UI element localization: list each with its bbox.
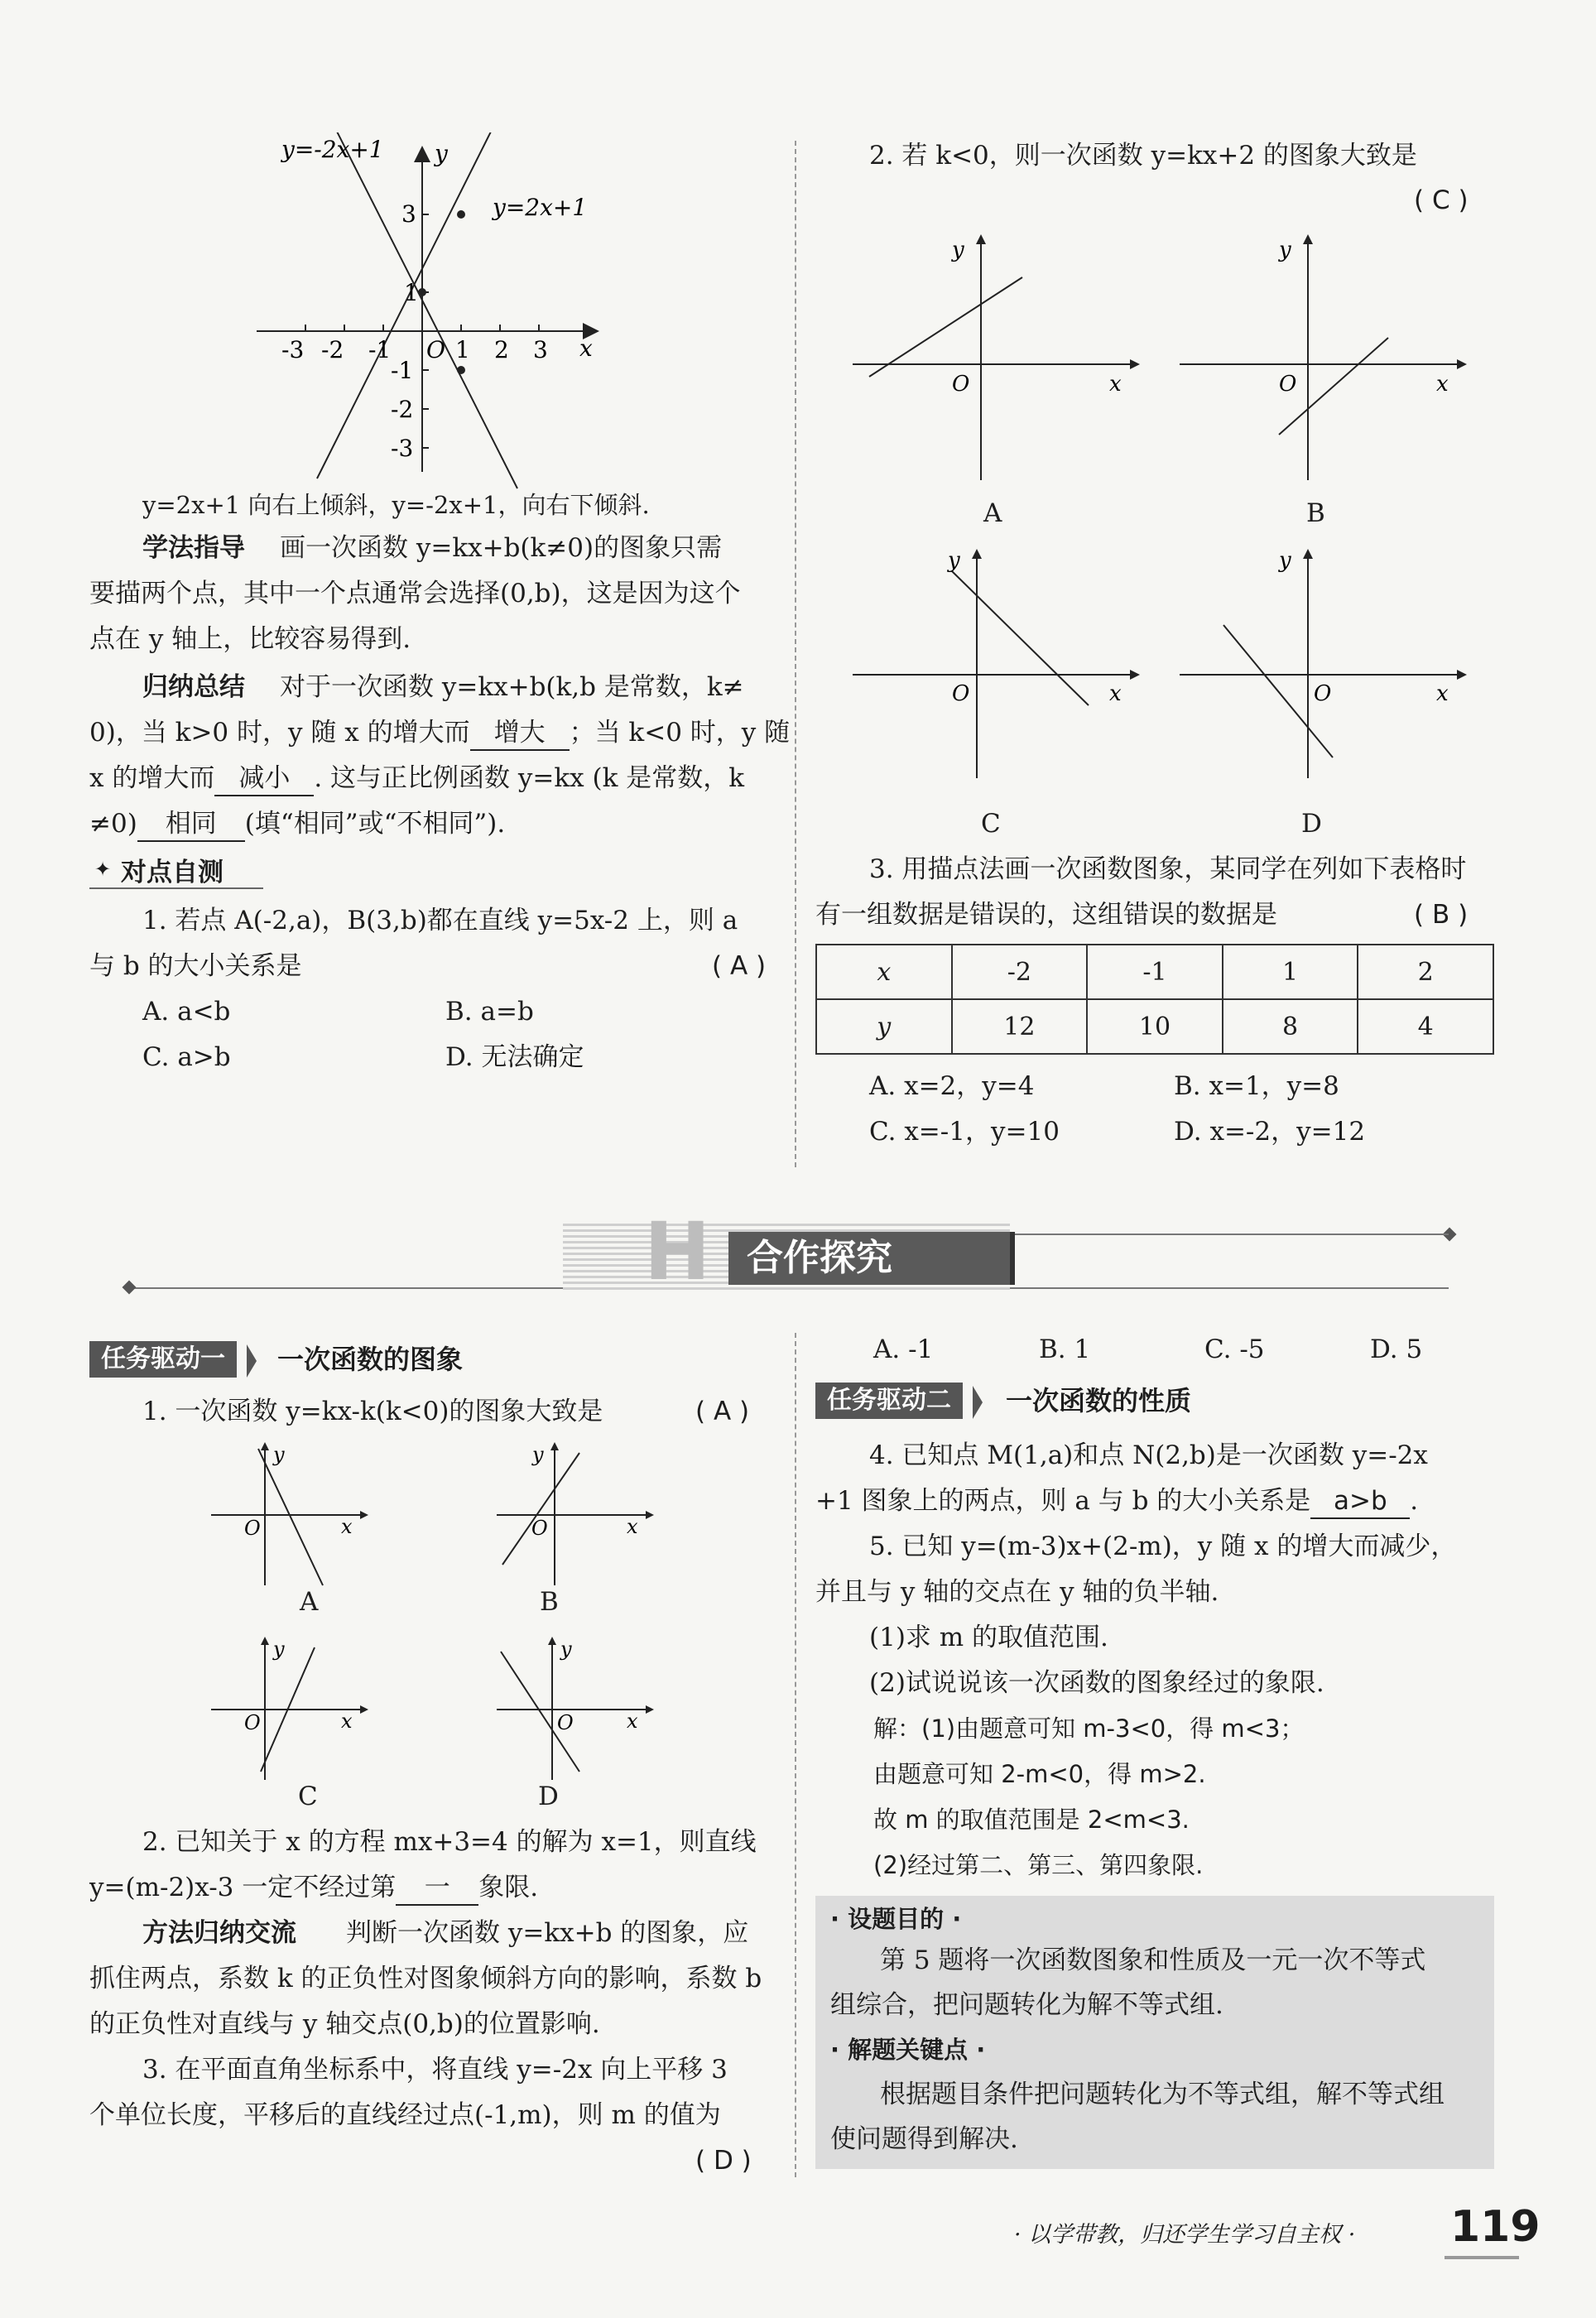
r-q3-line: 3. 用描点法画一次函数图象，某同学在列如下表格时 [869, 854, 1467, 884]
summary-line: 对于一次函数 y=kx+b(k,b 是常数，k≠ [280, 672, 744, 702]
bl-q2-text: 象限. [478, 1873, 539, 1902]
q2-axis-y: y [1279, 238, 1291, 262]
bl-method-title: 方法归纳交流 [142, 1918, 296, 1948]
q2-label-a: A [983, 498, 1002, 528]
q2-graph-c [844, 546, 1142, 795]
r-q3-answer: ( B ) [1414, 900, 1469, 930]
task2-tag: 任务驱动二 [815, 1383, 963, 1419]
bl-origin: O [244, 1711, 261, 1734]
graph-y-tick: 1 [404, 279, 419, 306]
method-line: 点在 y 轴上，比较容易得到. [89, 624, 411, 654]
bl-q2-line: 2. 已知关于 x 的方程 mx+3=4 的解为 x=1，则直线 [142, 1827, 757, 1857]
summary-line [89, 807, 505, 842]
bl-origin: O [244, 1517, 261, 1540]
purpose-title: · 设题目的 · [830, 1905, 962, 1933]
graph-x-tick: -3 [281, 336, 305, 363]
banner-letter: H [644, 1205, 711, 1298]
table-cell: -2 [952, 945, 1088, 999]
data-table [815, 944, 1494, 1055]
summary-title: 归纳总结 [142, 672, 245, 702]
summary-line [89, 762, 744, 796]
q1-line: 与 b 的大小关系是 [89, 951, 302, 981]
summary-text: x 的增大而 [89, 763, 215, 793]
bl-graph-label-a: A [300, 1587, 319, 1617]
q1-option-b: B. a=b [445, 997, 534, 1027]
bl-q3-line: 个单位长度，平移后的直线经过点(-1,m)，则 m 的值为 [89, 2100, 721, 2130]
r-q3-option-a: A. x=2，y=4 [869, 1071, 1035, 1101]
bl-axis-y: y [532, 1443, 544, 1466]
graph-y-tick: 3 [401, 200, 416, 228]
selftest-header [89, 851, 263, 889]
summary-line [89, 716, 790, 751]
bl-method-line: 判断一次函数 y=kx+b 的图象，应 [346, 1918, 749, 1948]
br-q5-line: 并且与 y 轴的交点在 y 轴的负半轴. [815, 1577, 1219, 1607]
graph-x-tick: 2 [494, 336, 509, 363]
q2-axis-y: y [1279, 548, 1291, 573]
bl-q1-answer: ( A ) [695, 1397, 750, 1426]
summary-text: 0)，当 k>0 时，y 随 x 的增大而 [89, 718, 470, 748]
q2-label-c: C [981, 809, 1001, 839]
bl-graph-label-d: D [538, 1782, 559, 1811]
column-divider-top [795, 141, 796, 1167]
solution-line: 由题意可知 2-m<0，得 m>2. [873, 1760, 1206, 1788]
table-cell: -1 [1087, 945, 1223, 999]
graph-x-tick: 1 [455, 336, 470, 363]
bl-axis-x: x [627, 1515, 638, 1538]
br-q3-option-d: D. 5 [1370, 1335, 1423, 1364]
bl-q2-blank: 一 [396, 1871, 478, 1906]
summary-blank-decrease: 减小 [214, 762, 314, 796]
task2-title: 一次函数的性质 [1006, 1385, 1192, 1416]
task1-tag-arrow [247, 1344, 257, 1378]
q2-graph-a [844, 232, 1142, 497]
table-header-y: y [816, 999, 952, 1054]
bl-q1-text: 1. 一次函数 y=kx-k(k<0)的图象大致是 [142, 1397, 603, 1426]
bl-axis-x: x [627, 1710, 638, 1733]
selftest-title: 对点自测 [121, 858, 224, 887]
q2-graph-d [1171, 546, 1469, 795]
q2-graph-b [1171, 232, 1469, 497]
table-cell: 2 [1358, 945, 1493, 999]
br-q5-sub2: (2)试说说该一次函数的图象经过的象限. [869, 1668, 1324, 1698]
q1-option-c: C. a>b [142, 1042, 231, 1072]
solution-line: (2)经过第二、第三、第四象限. [873, 1851, 1204, 1879]
banner-title: 合作探究 [747, 1237, 892, 1279]
q1-option-d: D. 无法确定 [445, 1042, 584, 1072]
summary-blank-increase: 增大 [470, 716, 570, 751]
graph-two-lines [248, 132, 613, 497]
q2-axis-x: x [1109, 681, 1122, 706]
graph-caption: y=2x+1 向右上倾斜，y=-2x+1，向右下倾斜. [142, 491, 650, 519]
table-cell: 4 [1358, 999, 1493, 1054]
br-q4-blank: a>b [1310, 1484, 1410, 1519]
br-q3-option-c: C. -5 [1204, 1335, 1265, 1364]
bl-graph-c [207, 1635, 373, 1784]
column-divider-bottom [795, 1333, 796, 2177]
bl-graph-b [493, 1440, 658, 1589]
summary-text: . 这与正比例函数 y=kx (k 是常数，k [314, 763, 745, 793]
bl-axis-y: y [560, 1638, 572, 1661]
table-cell: 10 [1087, 999, 1223, 1054]
graph-label-neg: y=-2x+1 [281, 136, 384, 163]
bl-origin: O [557, 1711, 574, 1734]
method-line: 画一次函数 y=kx+b(k≠0)的图象只需 [280, 533, 723, 563]
bl-axis-x: x [341, 1710, 353, 1733]
table-cell: 1 [1223, 945, 1358, 999]
bl-q3-answer: ( D ) [695, 2146, 752, 2176]
banner-title-box [728, 1232, 1015, 1285]
br-q3-option-b: B. 1 [1039, 1335, 1091, 1364]
bl-graph-label-b: B [540, 1587, 559, 1617]
bl-axis-x: x [341, 1515, 353, 1538]
purpose-line: 第 5 题将一次函数图象和性质及一元一次不等式 [880, 1945, 1426, 1975]
q2-label-b: B [1306, 498, 1325, 528]
page-number: 119 [1450, 2202, 1541, 2252]
task1-title: 一次函数的图象 [277, 1344, 464, 1375]
bl-method-line: 抓住两点，系数 k 的正负性对图象倾斜方向的影响，系数 b [89, 1964, 762, 1993]
q1-line: 1. 若点 A(-2,a)，B(3,b)都在直线 y=5x-2 上，则 a [142, 906, 738, 935]
r-q3-option-b: B. x=1，y=8 [1174, 1071, 1339, 1101]
bl-graph-label-c: C [298, 1782, 318, 1811]
graph-x-tick: -1 [368, 336, 392, 363]
br-q5-sub1: (1)求 m 的取值范围. [869, 1623, 1108, 1652]
br-q5-line: 5. 已知 y=(m-3)x+(2-m)，y 随 x 的增大而减少， [869, 1532, 1457, 1561]
r-q3-line: 有一组数据是错误的，这组错误的数据是 [815, 900, 1277, 930]
q2-origin: O [952, 372, 970, 397]
r-q3-option-d: D. x=-2，y=12 [1174, 1117, 1366, 1147]
method-line: 要描两个点，其中一个点通常会选择(0,b)，这是因为这个 [89, 579, 741, 608]
task2-tag-arrow [973, 1386, 983, 1419]
key-title: · 解题关键点 · [830, 2036, 986, 2064]
q2-origin: O [952, 681, 970, 706]
graph-axis-x: x [579, 334, 593, 362]
br-q4-text: +1 图象上的两点，则 a 与 b 的大小关系是 [815, 1486, 1311, 1516]
solution-line: 故 m 的取值范围是 2<m<3. [873, 1806, 1190, 1834]
solution-line: 解：(1)由题意可知 m-3<0，得 m<3； [873, 1714, 1305, 1743]
graph-y-tick: -3 [391, 435, 414, 462]
task1-tag: 任务驱动一 [89, 1341, 237, 1378]
q2-axis-y: y [952, 238, 964, 262]
q2-origin: O [1314, 681, 1332, 706]
bl-method-line: 的正负性对直线与 y 轴交点(0,b)的位置影响. [89, 2009, 600, 2039]
q2-label-d: D [1301, 809, 1322, 839]
bl-graph-d [493, 1635, 658, 1784]
note-box [815, 1896, 1494, 2169]
footer-motto: · 以学带教，归还学生学习自主权 · [1014, 2222, 1356, 2248]
br-q3-option-a: A. -1 [873, 1335, 934, 1364]
graph-x-tick: 3 [533, 336, 548, 363]
q1-option-a: A. a<b [142, 997, 231, 1027]
graph-y-tick: -2 [391, 396, 414, 423]
graph-y-tick: -1 [391, 357, 414, 384]
graph-axis-y: y [435, 140, 448, 167]
br-q4-line: 4. 已知点 M(1,a)和点 N(2,b)是一次函数 y=-2x [869, 1440, 1428, 1470]
bl-q2-text: y=(m-2)x-3 一定不经过第 [89, 1873, 397, 1902]
key-line: 使问题得到解决. [830, 2124, 1018, 2154]
q2-origin: O [1279, 372, 1297, 397]
q2-axis-y: y [948, 548, 960, 573]
bl-axis-y: y [273, 1443, 285, 1466]
bl-q2-line [89, 1871, 538, 1906]
table-header-x: x [816, 945, 952, 999]
graph-origin: O [426, 336, 445, 363]
r-q2-answer: ( C ) [1414, 185, 1469, 215]
bl-q3-line: 3. 在平面直角坐标系中，将直线 y=-2x 向上平移 3 [142, 2055, 728, 2085]
key-line: 根据题目条件把问题转化为不等式组，解不等式组 [880, 2080, 1445, 2109]
r-q2-text: 2. 若 k<0，则一次函数 y=kx+2 的图象大致是 [869, 141, 1417, 171]
table-cell: 12 [952, 999, 1088, 1054]
bl-origin: O [531, 1517, 548, 1540]
br-q4-line [815, 1484, 1418, 1519]
footer-rule [1445, 2256, 1519, 2259]
summary-text: ≠0) [89, 809, 137, 839]
br-q4-text: . [1410, 1486, 1419, 1516]
table-row [816, 945, 1493, 999]
r-q3-option-c: C. x=-1，y=10 [869, 1117, 1060, 1147]
method-title: 学法指导 [142, 533, 245, 563]
banner-rule-dot-left [123, 1281, 137, 1295]
purpose-line: 组综合，把问题转化为解不等式组. [830, 1990, 1223, 2020]
table-cell: 8 [1223, 999, 1358, 1054]
summary-text: (填“相同”或“不相同”). [244, 809, 506, 839]
banner-rule-upper [1010, 1234, 1449, 1235]
table-row [816, 999, 1493, 1054]
graph-label-pos: y=2x+1 [493, 194, 588, 221]
bl-axis-y: y [273, 1638, 285, 1661]
q2-axis-x: x [1436, 681, 1449, 706]
q2-axis-x: x [1109, 372, 1122, 397]
summary-text: ；当 k<0 时，y 随 [569, 718, 791, 748]
summary-blank-same: 相同 [137, 807, 245, 842]
q2-axis-x: x [1436, 372, 1449, 397]
bl-graph-a [207, 1440, 373, 1589]
diamond-icon: ✦ [94, 858, 112, 881]
graph-x-tick: -2 [321, 336, 344, 363]
q1-answer: ( A ) [712, 951, 767, 981]
